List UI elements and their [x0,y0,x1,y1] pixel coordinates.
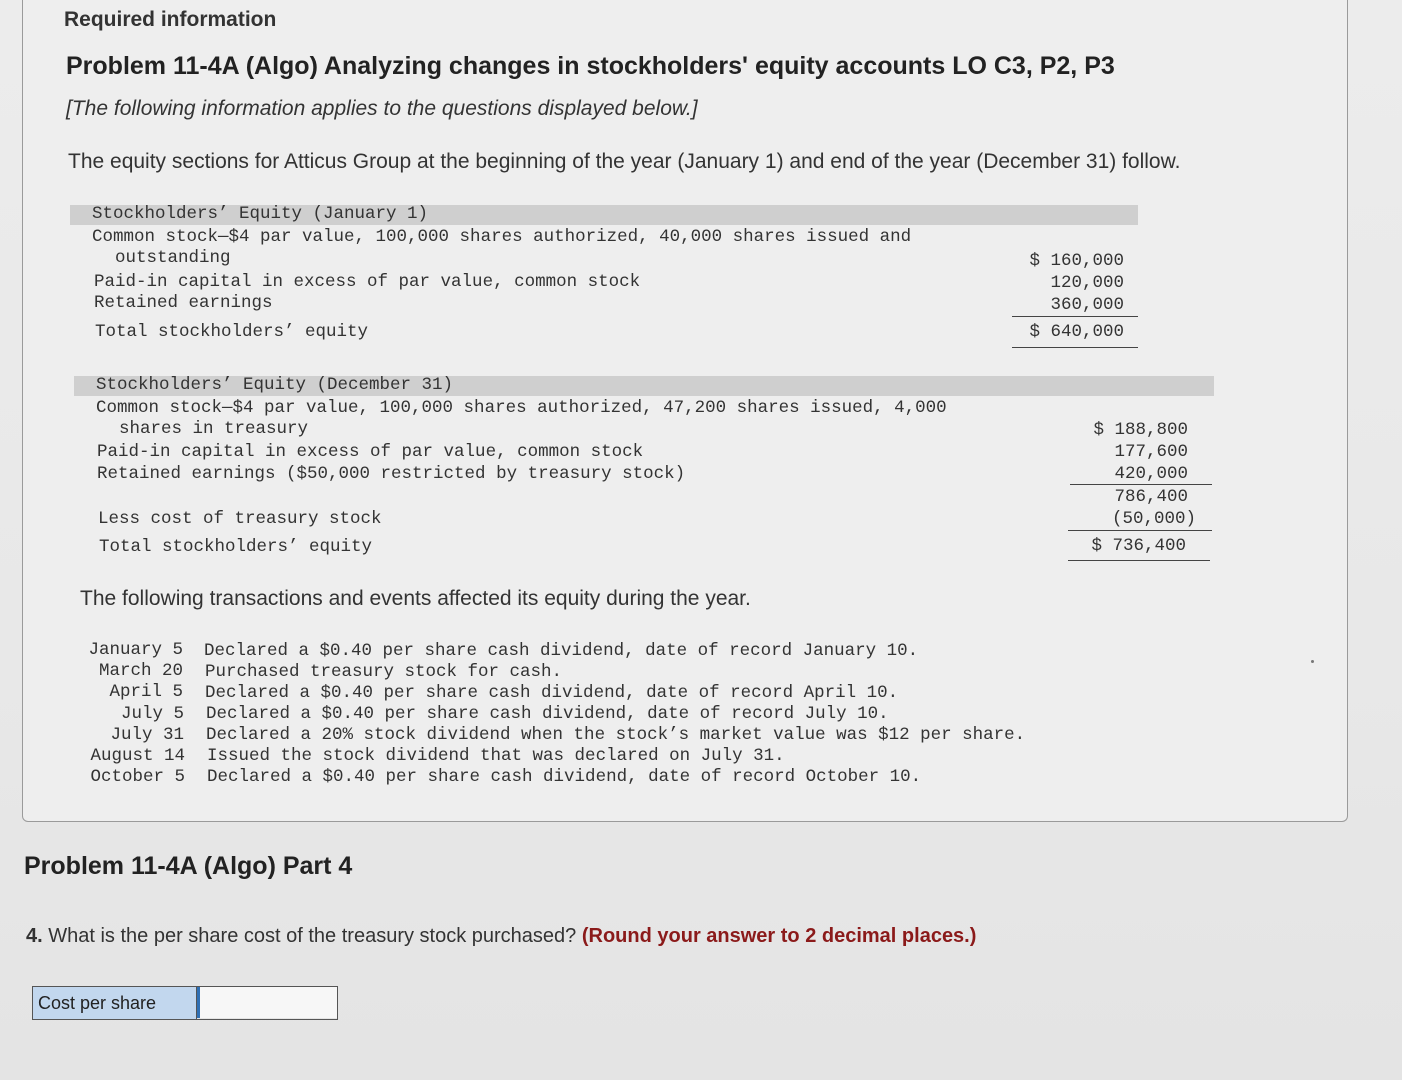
required-info-heading: Required information [64,8,277,31]
part-title: Problem 11-4A (Algo) Part 4 [24,852,353,880]
question-number: 4. [26,925,43,947]
jan-equity-title: Stockholders’ Equity (January 1) [92,204,429,224]
dec-equity-title: Stockholders’ Equity (December 31) [96,375,454,395]
jan-common-stock-label: Common stock—$4 par value, 100,000 shares authorized, 40,000 shares issued and [92,227,912,247]
jan-common-stock-label-cont: outstanding [115,248,231,268]
jan-common-stock-amount: $ 160,000 [1029,251,1124,271]
cost-per-share-input[interactable] [197,987,337,1018]
problem-title: Problem 11-4A (Algo) Analyzing changes in stockholders' equity accounts LO C3, P2, P3 [66,52,1115,80]
intro-text: The equity sections for Atticus Group at the beginning of the year (January 1) and end of the year (December 31) follow. [68,150,1181,173]
dec-total-label: Total stockholders’ equity [99,537,373,557]
transaction-description: Declared a $0.40 per share cash dividend, date of record April 10. [205,683,899,703]
jan-retained-label: Retained earnings [94,293,273,313]
jan-subtotal-rule [1012,316,1138,317]
transaction-description: Purchased treasury stock for cash. [205,662,563,682]
jan-paid-in-label: Paid-in capital in excess of par value, common stock [94,272,641,292]
transaction-date: July 5 [120,704,184,724]
cost-per-share-label: Cost per share [33,987,197,1019]
dec-subtotal-rule [1070,484,1212,485]
question-text: What is the per share cost of the treasury stock purchased? [48,925,577,947]
transaction-description: Declared a 20% stock dividend when the stock’s market value was $12 per share. [206,725,1026,745]
dec-retained-amount: 420,000 [1114,464,1188,484]
dec-total-rule [1068,560,1210,561]
dec-retained-label: Retained earnings ($50,000 restricted by treasury stock) [97,464,686,484]
dec-paid-in-amount: 177,600 [1114,442,1188,462]
dec-treasury-rule [1068,530,1212,531]
dec-common-stock-label: Common stock—$4 par value, 100,000 shares authorized, 47,200 shares issued, 4,000 [96,398,947,418]
transactions-intro: The following transactions and events affected its equity during the year. [80,587,751,610]
transaction-description: Issued the stock dividend that was declared on July 31. [207,746,785,766]
question [26,925,976,948]
applies-note: [The following information applies to the questions displayed below.] [66,97,698,120]
transaction-date: August 14 [90,746,185,766]
jan-total-rule [1012,347,1138,348]
rounding-instruction: (Round your answer to 2 decimal places.) [581,925,977,947]
transaction-date: October 5 [90,767,185,787]
jan-retained-amount: 360,000 [1050,295,1124,315]
jan-total-amount: $ 640,000 [1029,322,1124,342]
stray-dot [1311,660,1314,663]
jan-paid-in-amount: 120,000 [1050,273,1124,293]
transaction-description: Declared a $0.40 per share cash dividend, date of record October 10. [207,767,922,787]
dec-treasury-label: Less cost of treasury stock [98,509,382,529]
dec-paid-in-label: Paid-in capital in excess of par value, common stock [97,442,644,462]
transaction-description: Declared a $0.40 per share cash dividend, date of record July 10. [206,704,889,724]
dec-subtotal-amount: 786,400 [1114,487,1188,507]
dec-total-amount: $ 736,400 [1091,536,1186,556]
dec-common-stock-amount: $ 188,800 [1093,420,1188,440]
jan-total-label: Total stockholders’ equity [95,322,369,342]
transaction-date: January 5 [88,640,183,660]
transaction-date: March 20 [98,661,183,681]
transaction-description: Declared a $0.40 per share cash dividend, date of record January 10. [204,641,919,661]
transaction-date: July 31 [110,725,184,745]
answer-row [32,986,338,1020]
dec-treasury-amount: (50,000) [1111,509,1196,529]
dec-common-stock-label-cont: shares in treasury [119,419,309,439]
transaction-date: April 5 [109,682,183,702]
